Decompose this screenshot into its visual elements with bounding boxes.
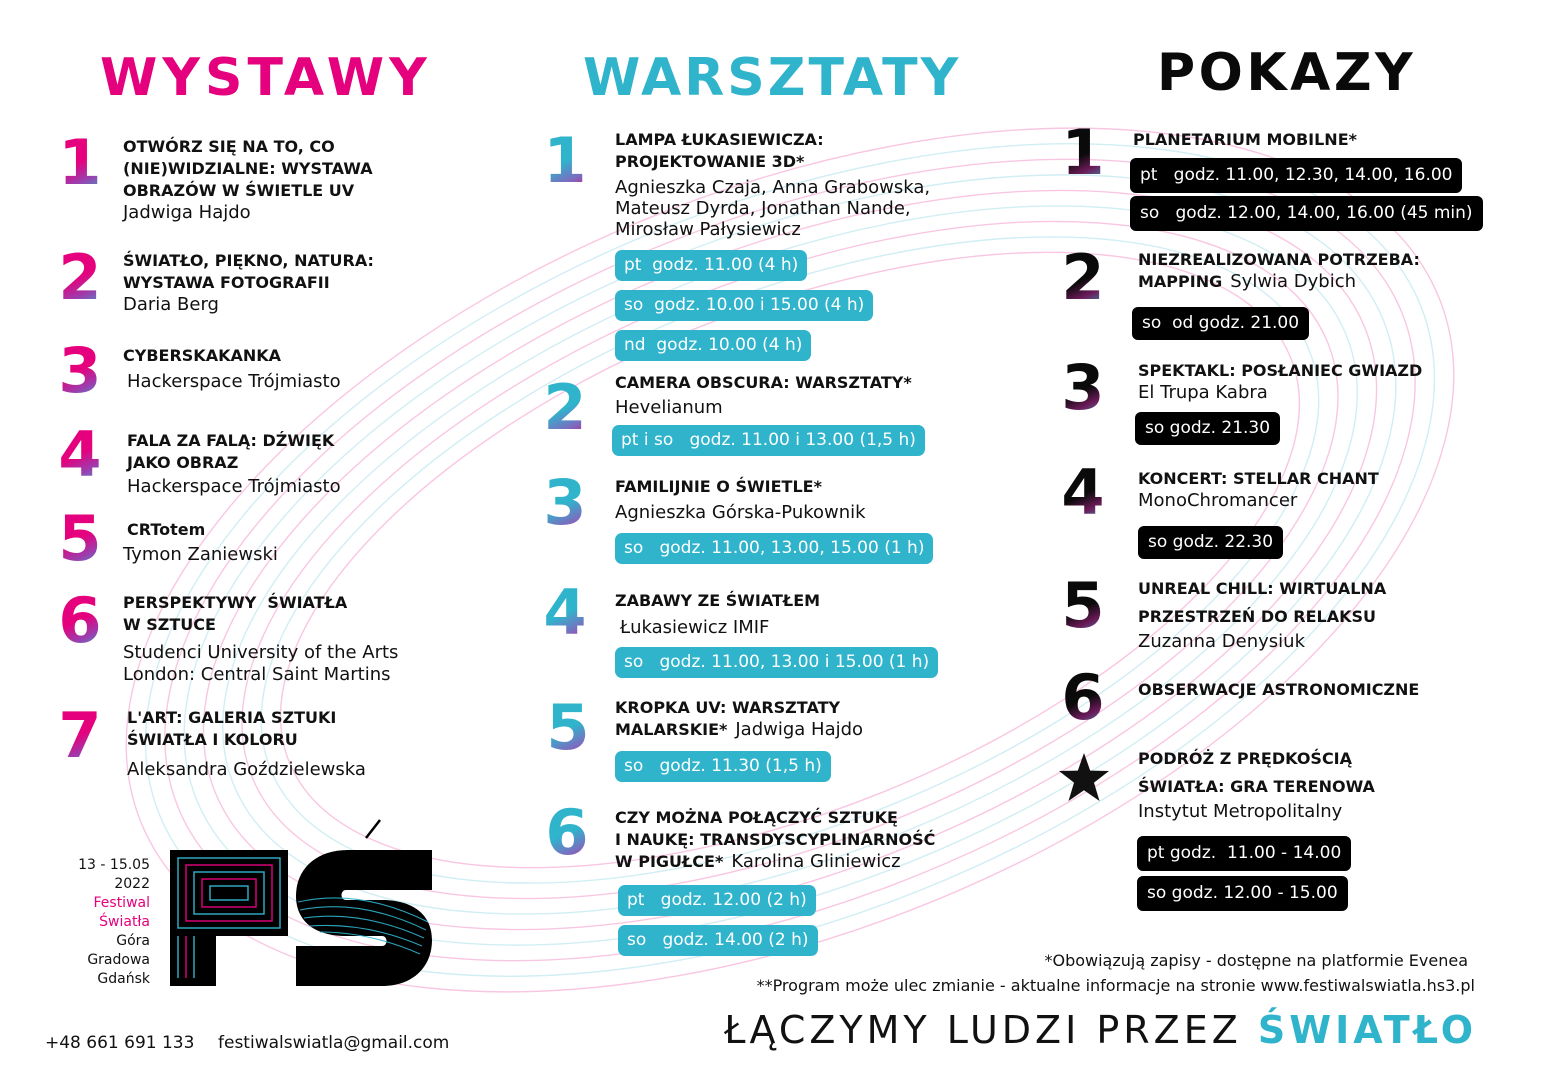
item-title: L'ART: GALERIA SZTUKI [127,708,337,727]
festival-dates: 13 - 15.05 [78,857,150,873]
session-pill: nd godz. 10.00 (4 h) [615,330,811,361]
item-number: 7 [55,705,105,767]
session-pill: so godz. 22.30 [1138,526,1283,559]
fs-logo [170,818,435,988]
workshop-item [615,697,863,782]
session-pill: pt i so godz. 11.00 i 13.00 (1,5 h) [612,425,925,456]
festival-info [78,856,150,989]
exhibition-item [123,592,398,686]
item-number: 3 [1058,357,1108,419]
item-title: CAMERA OBSCURA: WARSZTATY* [615,373,912,392]
item-title: LAMPA ŁUKASIEWICZA: [615,130,824,149]
item-author: Hackerspace Trójmiasto [127,476,341,497]
exhibition-item [127,430,341,498]
show-item [1138,745,1375,911]
item-title: OBRAZÓW W ŚWIETLE UV [123,181,355,200]
item-title: FAMILIJNIE O ŚWIETLE* [615,477,822,496]
item-title: WYSTAWA FOTOGRAFII [123,273,330,292]
item-number: 1 [55,132,105,194]
star-icon [1058,752,1110,804]
item-number: 5 [543,697,593,759]
item-title-line: W PIGUŁCE* [615,852,724,871]
item-title: CYBERSKAKANKA [123,346,282,365]
exhibition-item [123,345,341,393]
item-title: SPEKTAKL: POSŁANIEC GWIAZD [1138,361,1423,380]
program-change-note: **Program może ulec zmianie - aktualne informacje na stronie www.festiwalswiatla.hs3.pl [756,976,1475,995]
item-number: 3 [55,340,105,402]
item-author: Instytut Metropolitalny [1138,801,1343,822]
item-number: 4 [1058,462,1108,524]
item-title: PERSPEKTYWY ŚWIATŁA [123,593,348,612]
festival-name: Festiwal [93,895,150,911]
festival-year: 2022 [114,876,150,892]
item-title: ŚWIATŁA: GRA TERENOWA [1138,777,1375,796]
item-author: Łukasiewicz IMIF [620,617,770,638]
item-title: PRZESTRZEŃ DO RELAKSU [1138,607,1377,626]
show-item [1138,679,1419,701]
contact-phone[interactable]: +48 661 691 133 [45,1033,195,1053]
item-author: MonoChromancer [1138,490,1298,511]
item-title: I NAUKĘ: TRANSDYSCYPLINARNOŚĆ [615,830,936,849]
festival-name: Światła [99,914,150,930]
item-author: El Trupa Kabra [1138,382,1268,403]
show-item [1138,468,1379,559]
show-item [1133,129,1483,231]
tagline [724,1006,1477,1054]
item-author: Jadwiga Hajdo [123,202,251,223]
item-author: London: Central Saint Martins [123,664,391,685]
item-number: 3 [540,472,590,534]
item-title: OTWÓRZ SIĘ NA TO, CO [123,137,335,156]
tagline-highlight: ŚWIATŁO [1257,1008,1477,1052]
item-title: KONCERT: STELLAR CHANT [1138,469,1379,488]
session-pill: so godz. 10.00 i 15.00 (4 h) [615,290,873,321]
item-number: 4 [540,582,590,644]
session-pill: so godz. 14.00 (2 h) [618,925,818,956]
session-pill: pt godz. 12.00 (2 h) [618,885,816,916]
item-author: Tymon Zaniewski [123,544,278,565]
item-title: NIEZREALIZOWANA POTRZEBA: [1138,250,1420,269]
item-title: PLANETARIUM MOBILNE* [1133,130,1357,149]
item-title: UNREAL CHILL: WIRTUALNA [1138,579,1387,598]
item-number: 6 [1058,667,1108,729]
item-author: Studenci University of the Arts [123,642,399,663]
festival-place: Góra [116,933,150,949]
tagline-text: ŁĄCZYMY LUDZI PRZEZ [724,1008,1258,1052]
item-title: FALA ZA FALĄ: DŹWIĘK [127,431,335,450]
item-title: ŚWIATŁO, PIĘKNO, NATURA: [123,251,374,270]
festival-place: Gdańsk [97,971,150,987]
item-title: JAKO OBRAZ [127,453,239,472]
item-number: 6 [55,590,105,652]
session-pill: so godz. 11.30 (1,5 h) [615,751,831,782]
workshop-item [615,807,935,956]
item-title-line: MALARSKIE* [615,720,728,739]
item-author: Agnieszka Górska-Pukownik [615,502,866,523]
section-title-exhibitions: WYSTAWY [100,48,432,108]
show-item [1138,360,1422,445]
session-pill: pt godz. 11.00 - 14.00 [1137,836,1351,871]
item-author: Karolina Gliniewicz [731,851,901,872]
item-title: CZY MOŻNA POŁĄCZYĆ SZTUKĘ [615,808,898,827]
session-pill: so godz. 21.30 [1135,412,1280,445]
session-pill: pt godz. 11.00 (4 h) [615,250,807,281]
item-author: Agnieszka Czaja, Anna Grabowska, [615,177,931,198]
item-author: Zuzanna Denysiuk [1138,631,1305,652]
item-number: 6 [542,802,592,864]
exhibition-item [123,250,374,316]
show-item [1138,249,1420,340]
exhibition-item [123,519,278,566]
contact-email[interactable]: festiwalswiatla@gmail.com [218,1033,450,1053]
session-pill: so od godz. 21.00 [1132,307,1309,340]
item-number: 2 [1058,247,1108,309]
item-title: PODRÓŻ Z PRĘDKOŚCIĄ [1138,749,1353,768]
session-pill: so godz. 11.00, 13.00 i 15.00 (1 h) [615,647,938,678]
item-title [1138,271,1420,293]
item-number: 1 [1058,122,1108,184]
exhibition-item [127,707,366,781]
item-number: 5 [55,508,105,570]
section-title-workshops: WARSZTATY [583,48,962,108]
session-pill: so godz. 11.00, 13.00, 15.00 (1 h) [615,533,933,564]
item-title: (NIE)WIDZIALNE: WYSTAWA [123,159,373,178]
item-title: OBSERWACJE ASTRONOMICZNE [1138,680,1420,699]
item-author: Aleksandra Goździelewska [127,759,366,780]
item-title: KROPKA UV: WARSZTATY [615,698,841,717]
show-item [1138,575,1386,653]
item-number: 5 [1058,575,1108,637]
item-title: PROJEKTOWANIE 3D* [615,152,805,171]
section-title-shows: POKAZY [1157,43,1417,103]
item-number: 4 [55,424,105,486]
workshop-item [615,129,930,361]
item-number: 1 [540,130,590,192]
item-title: ŚWIATŁA I KOLORU [127,730,298,749]
session-pill: so godz. 12.00, 14.00, 16.00 (45 min) [1130,196,1483,231]
workshop-item [615,590,938,678]
item-author: Hevelianum [615,397,723,418]
workshop-item [615,476,933,564]
item-author: Jadwiga Hajdo [735,719,864,740]
registration-note: *Obowiązują zapisy - dostępne na platformie Evenea [1044,951,1468,970]
item-author: Mateusz Dyrda, Jonathan Nande, [615,198,911,219]
item-title [615,719,863,741]
item-author: Daria Berg [123,294,219,315]
item-title: CRTotem [127,520,206,539]
item-title: W SZTUCE [123,615,216,634]
item-author: Sylwia Dybich [1230,271,1357,292]
item-title: ZABAWY ZE ŚWIATŁEM [615,591,821,610]
item-title [615,851,935,873]
session-pill: pt godz. 11.00, 12.30, 14.00, 16.00 [1130,158,1462,193]
item-title-line: MAPPING [1138,272,1223,291]
item-author: Hackerspace Trójmiasto [127,371,341,392]
item-number: 2 [55,247,105,309]
session-pill: so godz. 12.00 - 15.00 [1137,876,1348,911]
exhibition-item [123,136,373,224]
item-number: 2 [540,377,590,439]
item-author: Mirosław Pałysiewicz [615,219,801,240]
workshop-item [615,372,925,456]
festival-place: Gradowa [87,952,150,968]
